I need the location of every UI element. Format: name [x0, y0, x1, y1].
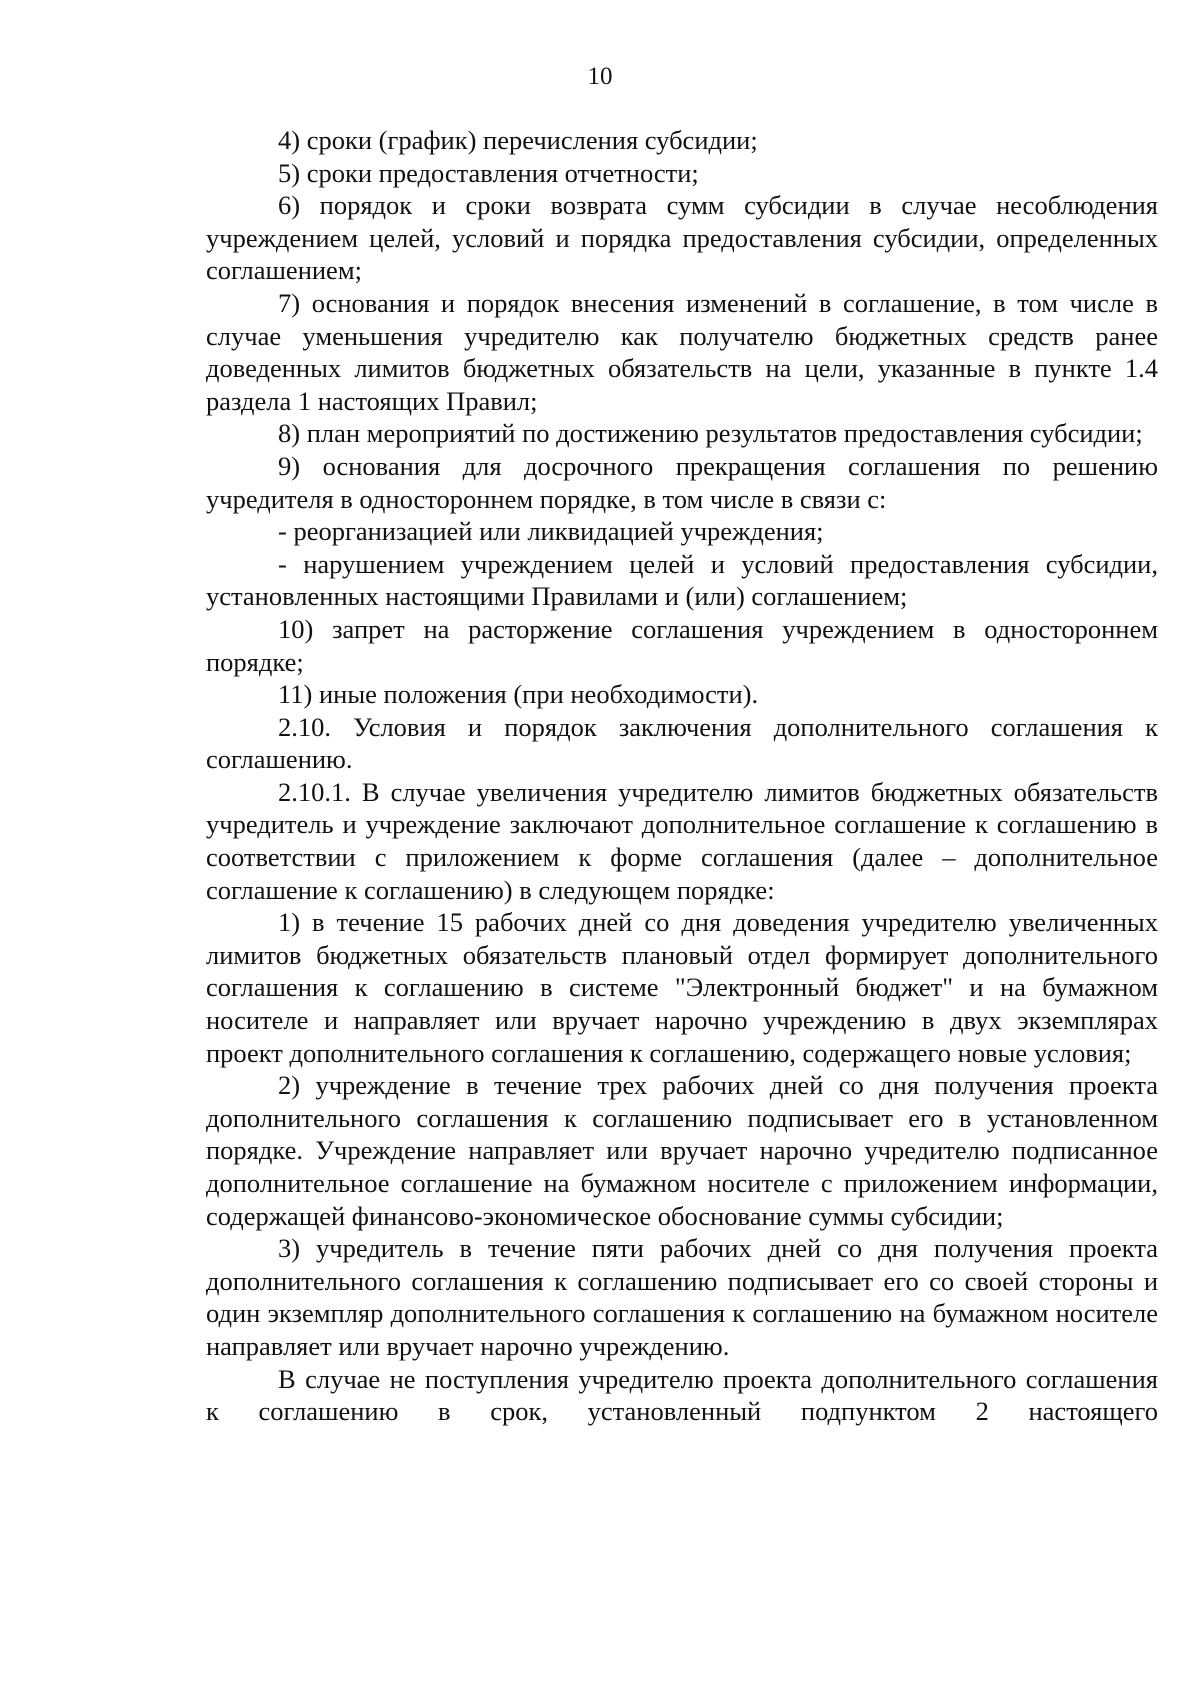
- paragraph-section-2-10: 2.10. Условия и порядок заключения дополнительного соглашения к соглашению.: [206, 711, 1158, 775]
- paragraph-section-2-10-1: 2.10.1. В случае увеличения учредителю лимитов бюджетных обязательств учредитель и учреждение заключают дополнительное соглашение к соглашению в соответствии с приложением к форме соглашения (далее – дополнительное соглашение к соглашению) в следующем порядке:: [206, 776, 1158, 905]
- paragraph-bullet-reorganization: - реорганизацией или ликвидацией учреждения;: [278, 516, 824, 547]
- paragraph-subitem-2: 2) учреждение в течение трех рабочих дней со дня получения проекта дополнительного соглашения к соглашению подписывает его в установленном порядке. Учреждение направляет или вручает нарочно учредителю подписанное дополнительное соглашение на бумажном носителе с приложением информации, содержащей финансово-экономическое обоснование суммы субсидии;: [206, 1070, 1158, 1231]
- document-text: [206, 124, 1158, 1428]
- paragraph-item-5: 5) сроки предоставления отчетности;: [278, 157, 699, 188]
- paragraph-item-7: 7) основания и порядок внесения изменений в соглашение, в том числе в случае уменьшения учредителю как получателю бюджетных средств ранее доведенных лимитов бюджетных обязательств на цели, указанные в пункте 1.4 раздела 1 настоящих Правил;: [206, 287, 1158, 416]
- paragraph-item-6: 6) порядок и сроки возврата сумм субсидии в случае несоблюдения учреждением целей, условий и порядка предоставления субсидии, определенных соглашением;: [206, 190, 1158, 286]
- paragraph-item-11: 11) иные положения (при необходимости).: [278, 679, 759, 710]
- page-number: 10: [587, 63, 613, 90]
- paragraph-item-4: 4) сроки (график) перечисления субсидии;: [278, 125, 758, 155]
- paragraph-continuation: В случае не поступления учредителю проекта дополнительного соглашения к соглашению в срок, установленный подпунктом 2 настоящего: [206, 1363, 1158, 1427]
- paragraph-bullet-violation: - нарушением учреждением целей и условий предоставления субсидии, установленных настоящими Правилами и (или) соглашением;: [206, 548, 1158, 612]
- paragraph-subitem-3: 3) учредитель в течение пяти рабочих дней со дня получения проекта дополнительного соглашения к соглашению подписывает его со своей стороны и один экземпляр дополнительного соглашения к соглашению на бумажном носителе направляет или вручает нарочно учреждению.: [206, 1233, 1158, 1361]
- paragraph-item-10: 10) запрет на расторжение соглашения учреждением в одностороннем порядке;: [206, 613, 1158, 677]
- paragraph-item-9: 9) основания для досрочного прекращения соглашения по решению учредителя в одностороннем порядке, в том числе в связи с:: [206, 450, 1158, 514]
- paragraph-subitem-1: 1) в течение 15 рабочих дней со дня доведения учредителю увеличенных лимитов бюджетных обязательств плановый отдел формирует дополнительного соглашения к соглашению в системе "Электронный бюджет" и на бумажном носителе и направляет или вручает нарочно учреждению в двух экземплярах проект дополнительного соглашения к соглашению, содержащего новые условия;: [206, 907, 1158, 1068]
- paragraph-item-8: 8) план мероприятий по достижению результатов предоставления субсидии;: [278, 418, 1143, 449]
